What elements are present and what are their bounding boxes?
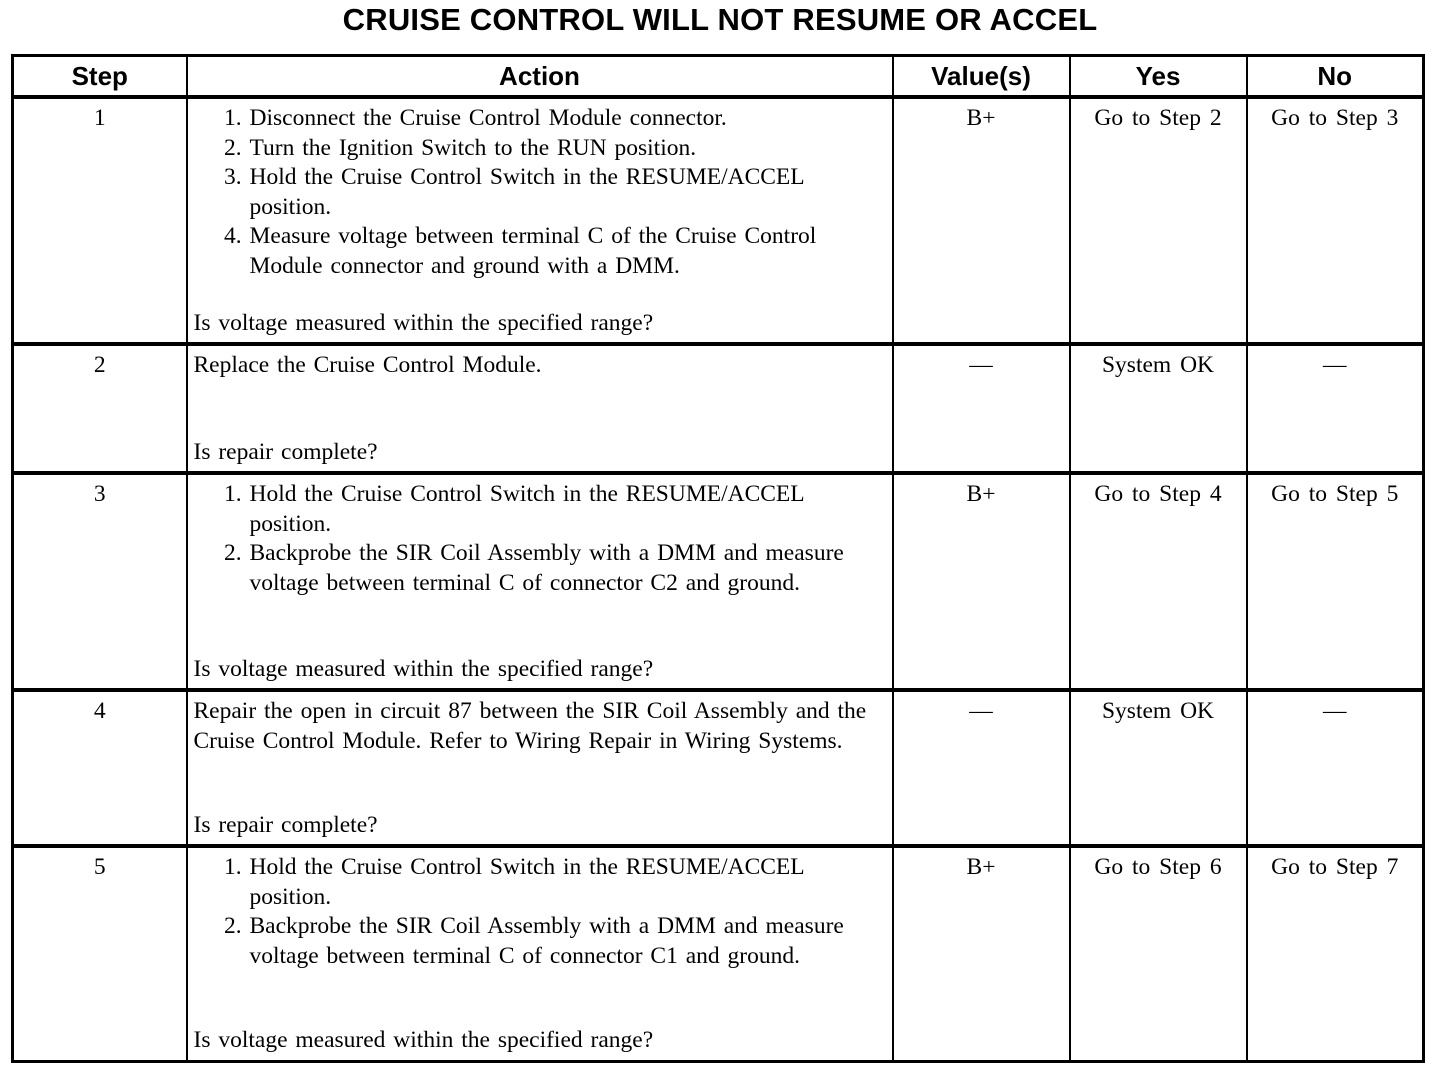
no-cell: Go to Step 5 xyxy=(1247,473,1424,690)
action-item: 2. Turn the Ignition Switch to the RUN position. xyxy=(250,134,886,164)
value-cell: B+ xyxy=(893,473,1070,690)
action-item: 2. Backprobe the SIR Coil Assembly with a DMM and measure voltage between terminal C of connector C2 and ground. xyxy=(250,539,886,598)
header-step: Step xyxy=(13,56,187,98)
table-row-step-3 xyxy=(13,473,1424,690)
table-row-step-1 xyxy=(13,97,1424,344)
value-cell: B+ xyxy=(893,97,1070,344)
value-cell: — xyxy=(893,344,1070,473)
table-row-step-4 xyxy=(13,690,1424,846)
step-number: 4 xyxy=(13,690,187,846)
header-action: Action xyxy=(187,56,893,98)
value-cell: B+ xyxy=(893,846,1070,1061)
question-text: Is voltage measured within the specified range? xyxy=(193,1027,654,1053)
action-text: Repair the open in circuit 87 between the SIR Coil Assembly and the Cruise Control Module. Refer to Wiring Repair in Wiring Systems. xyxy=(193,698,867,754)
no-cell: — xyxy=(1247,344,1424,473)
step-number: 5 xyxy=(13,846,187,1061)
table-row-step-5 xyxy=(13,846,1424,1061)
step-number: 3 xyxy=(13,473,187,690)
yes-cell: Go to Step 2 xyxy=(1070,97,1247,344)
action-list xyxy=(214,853,886,971)
step-number: 1 xyxy=(13,97,187,344)
yes-cell: System OK xyxy=(1070,690,1247,846)
table-row-step-2 xyxy=(13,344,1424,473)
no-cell: Go to Step 7 xyxy=(1247,846,1424,1061)
question-text: Is voltage measured within the specified range? xyxy=(193,309,654,336)
step-number: 2 xyxy=(13,344,187,473)
action-item: 4. Measure voltage between terminal C of the Cruise Control Module connector and ground with a DMM. xyxy=(250,222,886,281)
header-values: Value(s) xyxy=(893,56,1070,98)
page-title: CRUISE CONTROL WILL NOT RESUME OR ACCEL xyxy=(342,2,1098,37)
action-list xyxy=(214,480,886,598)
question-text: Is voltage measured within the specified range? xyxy=(193,655,654,682)
action-item: 2. Backprobe the SIR Coil Assembly with a DMM and measure voltage between terminal C of connector C1 and ground. xyxy=(250,912,886,971)
action-item: 1. Disconnect the Cruise Control Module connector. xyxy=(250,104,886,134)
no-cell: Go to Step 3 xyxy=(1247,97,1424,344)
action-cell xyxy=(187,690,893,846)
action-cell xyxy=(187,846,893,1061)
question-text: Is repair complete? xyxy=(193,438,378,465)
action-list xyxy=(214,104,886,281)
action-item: 1. Hold the Cruise Control Switch in the RESUME/ACCEL position. xyxy=(250,480,886,539)
value-cell: — xyxy=(893,690,1070,846)
diagnostic-table xyxy=(11,54,1425,1063)
action-text: Replace the Cruise Control Module. xyxy=(193,352,542,378)
action-item: 1. Hold the Cruise Control Switch in the RESUME/ACCEL position. xyxy=(250,853,886,912)
action-item: 3. Hold the Cruise Control Switch in the RESUME/ACCEL position. xyxy=(250,163,886,222)
header-yes: Yes xyxy=(1070,56,1247,98)
action-cell xyxy=(187,473,893,690)
action-cell xyxy=(187,344,893,473)
yes-cell: Go to Step 4 xyxy=(1070,473,1247,690)
no-cell: — xyxy=(1247,690,1424,846)
header-no: No xyxy=(1247,56,1424,98)
yes-cell: System OK xyxy=(1070,344,1247,473)
action-cell xyxy=(187,97,893,344)
yes-cell: Go to Step 6 xyxy=(1070,846,1247,1061)
table-header-row xyxy=(13,56,1424,98)
question-text: Is repair complete? xyxy=(193,811,378,838)
